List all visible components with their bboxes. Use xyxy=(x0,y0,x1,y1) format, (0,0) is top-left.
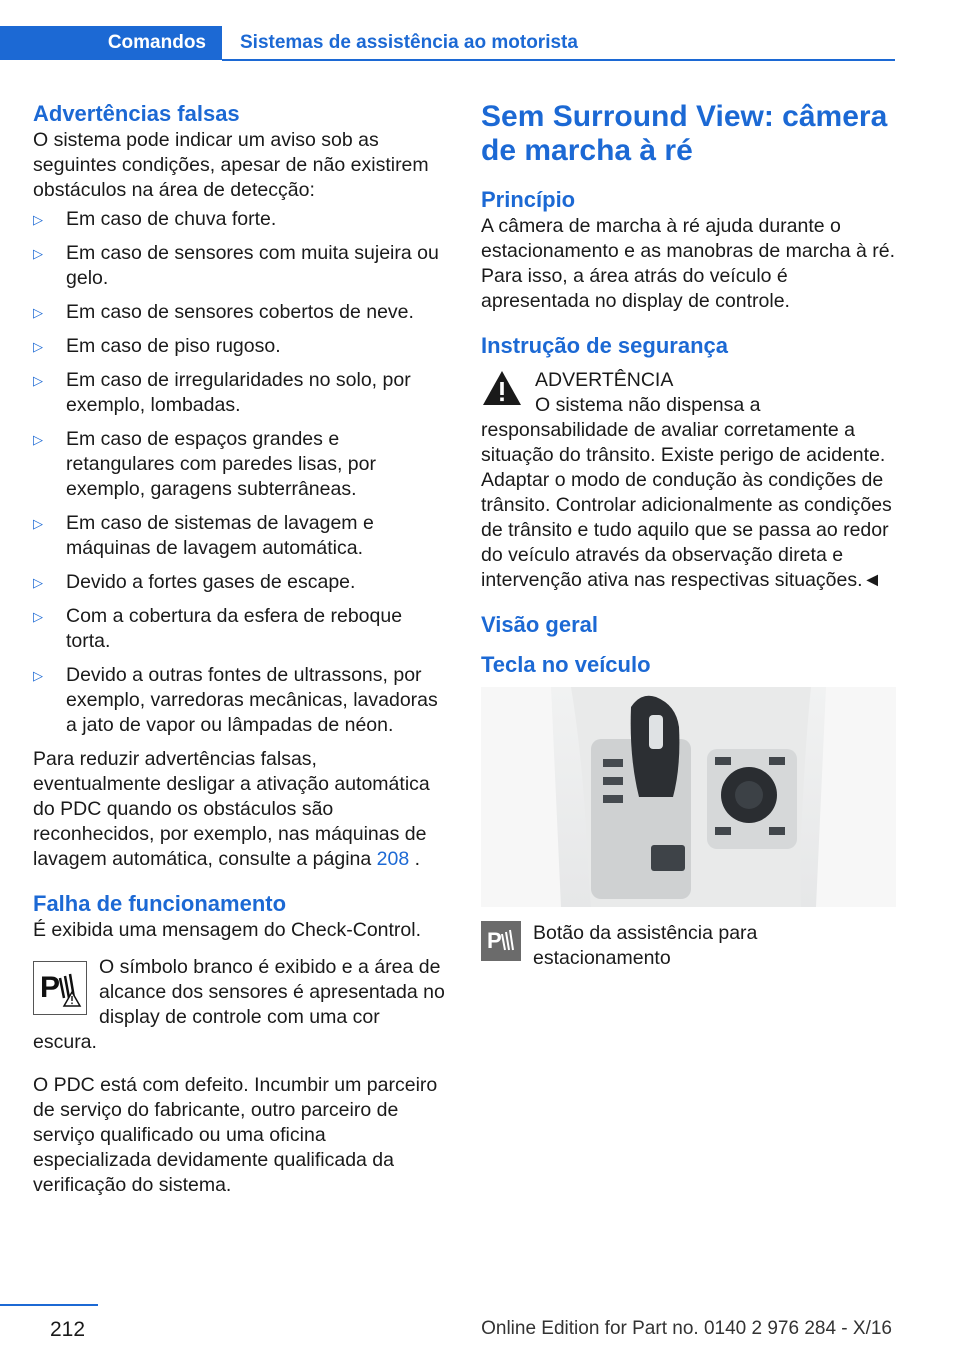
subsection-tab: Sistemas de assistência ao motorista xyxy=(240,32,578,53)
page-header xyxy=(0,26,895,62)
list-item: ▷ Em caso de irregularidades no solo, por exemplo, lombadas. xyxy=(33,368,448,418)
malfunction-symbol-block xyxy=(33,955,448,1055)
svg-text:P: P xyxy=(40,971,61,1004)
list-item: ▷ Em caso de sistemas de lavagem e máquinas de lavagem automática. xyxy=(33,511,448,561)
section-tab: Comandos xyxy=(0,26,222,60)
list-item: ▷ Em caso de piso rugoso. xyxy=(33,334,448,359)
false-warnings-outro xyxy=(33,747,448,872)
safety-block xyxy=(481,368,896,593)
edition-footer: Online Edition for Part no. 0140 2 976 284 - X/16 xyxy=(481,1318,892,1339)
malfunction-title: Falha de funcionamento xyxy=(33,891,287,916)
warning-triangle-icon xyxy=(481,368,523,408)
list-item: ▷ Devido a outras fontes de ultrassons, por exemplo, varredoras mecânicas, lavadoras a jato de vapor ou lâmpadas de néon. xyxy=(33,663,448,738)
list-item: ▷ Em caso de chuva forte. xyxy=(33,207,448,232)
page-reference-link[interactable]: 208 xyxy=(376,848,410,870)
safety-label: ADVERTÊNCIA xyxy=(535,369,674,391)
pdc-sensor-icon xyxy=(33,961,87,1015)
outro-end: . xyxy=(414,848,421,870)
false-warnings-intro: O sistema pode indicar um aviso sob as seguintes condições, apesar de não existirem obstáculos na área de detecção: xyxy=(33,129,429,201)
safety-title: Instrução de segurança xyxy=(481,333,728,358)
list-item: ▷ Em caso de sensores cobertos de neve. xyxy=(33,300,448,325)
list-item: ▷ Devido a fortes gases de escape. xyxy=(33,570,448,595)
button-caption-block xyxy=(481,921,896,971)
principle-text: A câmera de marcha à ré ajuda durante o estacionamento e as manobras de marcha à ré. Para isso, a área atrás do veículo é apresentada no display de controle. xyxy=(481,215,896,312)
overview-subtitle: Tecla no veículo xyxy=(481,652,651,677)
footer-rule xyxy=(0,1304,98,1306)
false-warnings-list xyxy=(33,207,448,738)
list-item: ▷ Em caso de espaços grandes e retangulares com paredes lisas, por exemplo, garagens subterrâneas. xyxy=(33,427,448,502)
park-assist-button-icon xyxy=(481,921,521,961)
safety-text: O sistema não dispensa a responsabilidade de avaliar corretamente a situação do trânsito. Existe perigo de acidente. Adaptar o modo de condução às condições de trânsito. Controlar adicionalmente as condições de trânsito e tudo aquilo que se passa ao redor do veículo através da observação direta e intervenção ativa nas respectivas situações.◄ xyxy=(481,394,892,591)
list-item: ▷ Em caso de sensores com muita sujeira ou gelo. xyxy=(33,241,448,291)
outro-text: Para reduzir advertências falsas, eventualmente desligar a ativação automática do PDC quando os obstáculos são reconhecidos, por exemplo, nas máquinas de lavagem automática, consulte a página xyxy=(33,748,430,870)
principle-title: Princípio xyxy=(481,187,576,212)
malfunction-line: É exibida uma mensagem do Check-Control. xyxy=(33,919,422,941)
list-item: ▷ Com a cobertura da esfera de reboque torta. xyxy=(33,604,448,654)
rear-camera-title: Sem Surround View: câmera de marcha à ré xyxy=(481,100,888,167)
center-console-photo xyxy=(481,687,896,907)
malfunction-symbol-text: O símbolo branco é exibido e a área de alcance dos sensores é apresentada no display de controle com uma cor escura. xyxy=(33,956,445,1053)
malfunction-defect-text: O PDC está com defeito. Incumbir um parceiro de serviço do fabricante, outro parceiro de serviço qualificado ou uma oficina especializada devidamente qualificada da verificação do sistema. xyxy=(33,1074,438,1196)
right-column xyxy=(481,100,896,971)
page-number: 212 xyxy=(50,1318,86,1341)
svg-text:P: P xyxy=(487,928,502,953)
header-rule xyxy=(222,59,895,61)
button-caption: Botão da assistência para estacionamento xyxy=(533,922,758,969)
false-warnings-title: Advertências falsas xyxy=(33,101,240,126)
overview-title: Visão geral xyxy=(481,612,598,637)
left-column xyxy=(33,100,448,1198)
